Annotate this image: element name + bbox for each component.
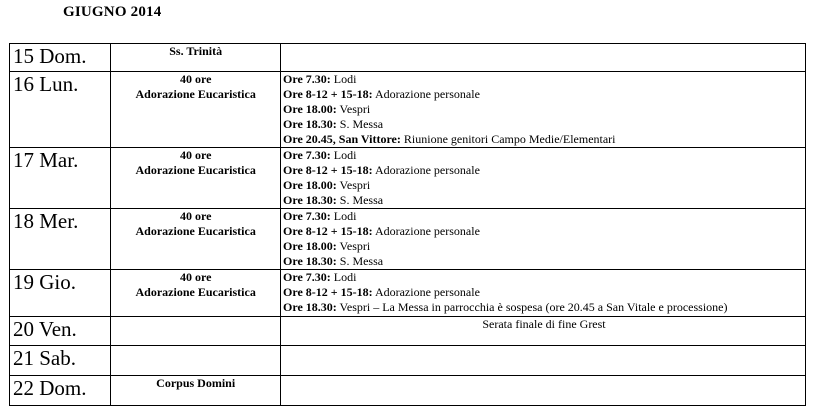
event-line: 40 ore <box>179 270 212 284</box>
day-cell <box>10 270 111 317</box>
schedule-line <box>283 285 805 300</box>
schedule-time: Ore 20.45, San Vittore: <box>283 132 401 146</box>
details-cell <box>281 317 806 346</box>
schedule-text: Adorazione personale <box>372 163 480 177</box>
calendar-row <box>10 44 806 72</box>
event-line: Adorazione Eucaristica <box>135 163 256 177</box>
page-title: GIUGNO 2014 <box>63 4 162 20</box>
schedule-line <box>283 254 805 269</box>
schedule-time: Ore 18.00: <box>283 239 337 253</box>
day-cell <box>10 376 111 406</box>
schedule-time: Ore 18.30: <box>283 254 337 268</box>
schedule-time: Ore 18.30: <box>283 193 337 207</box>
details-cell <box>281 346 806 376</box>
schedule-text: S. Messa <box>336 117 384 131</box>
schedule-text: Adorazione personale <box>372 285 480 299</box>
day-cell <box>10 72 111 148</box>
schedule-time: Ore 7.30: <box>283 148 331 162</box>
day-label: 16 Lun. <box>13 72 79 96</box>
schedule-text: Lodi <box>330 72 357 86</box>
schedule-time: Ore 8-12 + 15-18: <box>283 224 373 238</box>
details-cell <box>281 72 806 148</box>
details-cell <box>281 376 806 406</box>
schedule-line <box>283 209 805 224</box>
schedule-text: Vespri <box>336 102 371 116</box>
schedule-line <box>283 102 805 117</box>
event-line: 40 ore <box>179 209 212 223</box>
schedule-text: Vespri <box>336 239 371 253</box>
schedule-line <box>283 87 805 102</box>
day-cell <box>10 44 111 72</box>
day-cell <box>10 148 111 209</box>
schedule-time: Ore 8-12 + 15-18: <box>283 163 373 177</box>
calendar-row <box>10 317 806 346</box>
schedule-text: Lodi <box>330 209 357 223</box>
schedule-note: Serata finale di fine Grest <box>482 317 606 331</box>
details-cell <box>281 209 806 270</box>
day-cell <box>10 209 111 270</box>
schedule-text: Lodi <box>330 270 357 284</box>
schedule-time: Ore 8-12 + 15-18: <box>283 285 373 299</box>
schedule-time: Ore 8-12 + 15-18: <box>283 87 373 101</box>
event-cell <box>111 72 281 148</box>
schedule-text: Vespri <box>336 178 371 192</box>
event-line: Corpus Domini <box>156 376 236 390</box>
event-cell <box>111 346 281 376</box>
schedule-line <box>283 163 805 178</box>
event-line: 40 ore <box>179 72 212 86</box>
day-label: 15 Dom. <box>13 44 87 68</box>
schedule-text: S. Messa <box>336 193 384 207</box>
schedule-text: Vespri – La Messa in parrocchia è sospesa (ore 20.45 a San Vitale e processione) <box>336 300 728 314</box>
calendar-row <box>10 346 806 376</box>
calendar-table <box>9 43 806 406</box>
day-label: 20 Ven. <box>13 317 77 341</box>
day-cell <box>10 346 111 376</box>
details-cell <box>281 270 806 317</box>
schedule-line <box>283 193 805 208</box>
event-cell <box>111 148 281 209</box>
event-line: Adorazione Eucaristica <box>135 87 256 101</box>
calendar-row <box>10 270 806 317</box>
schedule-text: Adorazione personale <box>372 87 480 101</box>
schedule-line <box>283 300 805 315</box>
event-cell <box>111 376 281 406</box>
schedule-time: Ore 18.30: <box>283 117 337 131</box>
schedule-time: Ore 18.00: <box>283 102 337 116</box>
schedule-line <box>283 72 805 87</box>
schedule-time: Ore 18.00: <box>283 178 337 192</box>
day-label: 19 Gio. <box>13 270 76 294</box>
schedule-time: Ore 7.30: <box>283 72 331 86</box>
schedule-line <box>283 224 805 239</box>
schedule-text: Lodi <box>330 148 357 162</box>
event-line: Adorazione Eucaristica <box>135 285 256 299</box>
schedule-line <box>283 117 805 132</box>
event-line: 40 ore <box>179 148 212 162</box>
schedule-line <box>283 178 805 193</box>
event-cell <box>111 209 281 270</box>
event-cell <box>111 44 281 72</box>
day-label: 18 Mer. <box>13 209 79 233</box>
schedule-time: Ore 7.30: <box>283 270 331 284</box>
calendar-row <box>10 376 806 406</box>
calendar-row <box>10 148 806 209</box>
day-label: 17 Mar. <box>13 148 79 172</box>
details-cell <box>281 44 806 72</box>
details-cell <box>281 148 806 209</box>
event-cell <box>111 317 281 346</box>
day-label: 22 Dom. <box>13 376 87 400</box>
day-label: 21 Sab. <box>13 346 76 370</box>
schedule-text: S. Messa <box>336 254 384 268</box>
schedule-time: Ore 18.30: <box>283 300 337 314</box>
calendar-row <box>10 209 806 270</box>
schedule-line <box>283 239 805 254</box>
schedule-line <box>283 270 805 285</box>
schedule-line <box>283 132 805 147</box>
schedule-line <box>283 148 805 163</box>
event-line: Adorazione Eucaristica <box>135 224 256 238</box>
event-cell <box>111 270 281 317</box>
schedule-time: Ore 7.30: <box>283 209 331 223</box>
schedule-text: Adorazione personale <box>372 224 480 238</box>
schedule-text: Riunione genitori Campo Medie/Elementari <box>400 132 616 146</box>
event-line: Ss. Trinità <box>169 44 223 58</box>
day-cell <box>10 317 111 346</box>
calendar-row <box>10 72 806 148</box>
